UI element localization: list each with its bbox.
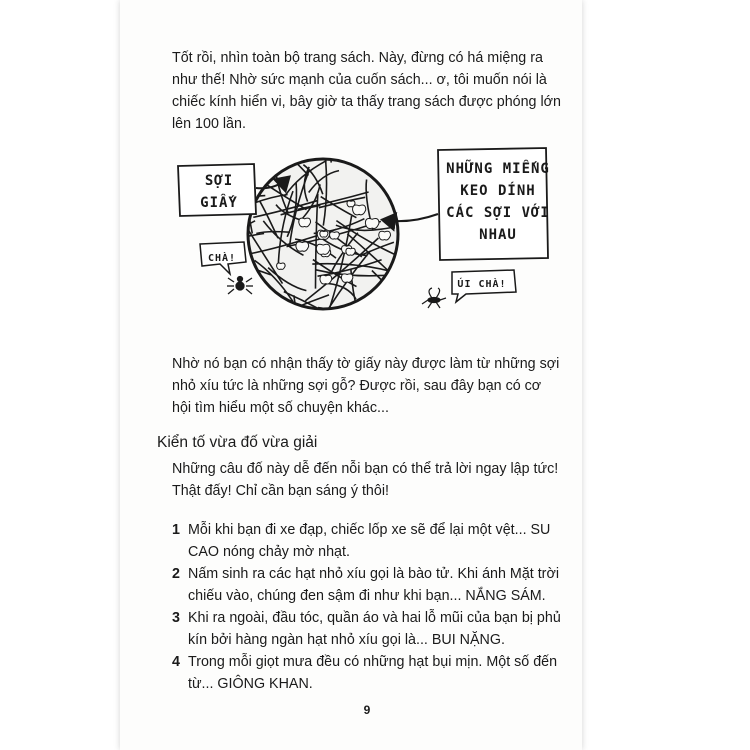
mosquito-icon bbox=[422, 288, 446, 308]
spider-icon bbox=[227, 277, 253, 295]
question-text: Trong mỗi giọt mưa đều có những hạt bụi mịn. Một số đến từ... GIÔNG KHAN. bbox=[188, 654, 558, 692]
question-text: Nấm sinh ra các hạt nhỏ xíu gọi là bào tử. Khi ánh Mặt trời chiếu vào, chúng đen sậm đi như khi bạn... NẮNG SÁM. bbox=[188, 566, 559, 604]
intro-paragraph: Tốt rồi, nhìn toàn bộ trang sách. Này, đừng có há miệng ra như thế! Nhờ sức mạnh của cuốn sách... ơ, tôi muốn nói là chiếc kính hiển vi, bây giờ ta thấy trang sách được phóng lớn lên 100 lần. bbox=[172, 50, 561, 132]
list-item bbox=[172, 607, 567, 651]
question-list bbox=[172, 519, 567, 695]
section-heading: Kiển tố vừa đố vừa giải bbox=[157, 434, 318, 451]
question-number: 3 bbox=[172, 610, 180, 626]
section-intro: Những câu đố này dễ đến nỗi bạn có thể trả lời ngay lập tức! Thật đấy! Chỉ cần bạn sáng ý thôi! bbox=[172, 461, 559, 499]
page-number: 9 bbox=[363, 703, 371, 717]
list-item bbox=[172, 563, 567, 607]
question-text: Mỗi khi bạn đi xe đạp, chiếc lốp xe sẽ để lại một vệt... SU CAO nóng chảy mờ nhạt. bbox=[188, 522, 551, 560]
question-number: 2 bbox=[172, 566, 180, 582]
question-number: 1 bbox=[172, 522, 180, 538]
after-illustration-paragraph: Nhờ nó bạn có nhận thấy tờ giấy này được làm từ những sợi nhỏ xíu tức là những sợi gỗ? Được rồi, sau đây bạn có cơ hội tìm hiểu một số chuyện khác... bbox=[172, 356, 560, 416]
list-item bbox=[172, 519, 567, 563]
exclaim-left-text: CHÀ! bbox=[207, 253, 237, 264]
glue-label: NHỮNG MIẾNG KEO DÍNH CÁC SỢI VỚI NHAU bbox=[446, 161, 550, 243]
question-number: 4 bbox=[172, 654, 180, 670]
question-text: Khi ra ngoài, đầu tóc, quần áo và hai lỗ mũi của bạn bị phủ kín bởi hàng ngàn hạt nhỏ xíu gọi là... BUI NẶNG. bbox=[188, 610, 561, 648]
list-item bbox=[172, 651, 567, 695]
microscope-illustration bbox=[170, 128, 550, 350]
fiber-label: SỢI GIẤY bbox=[200, 173, 238, 211]
exclaim-right-text: ÚI CHÀ! bbox=[457, 279, 507, 290]
